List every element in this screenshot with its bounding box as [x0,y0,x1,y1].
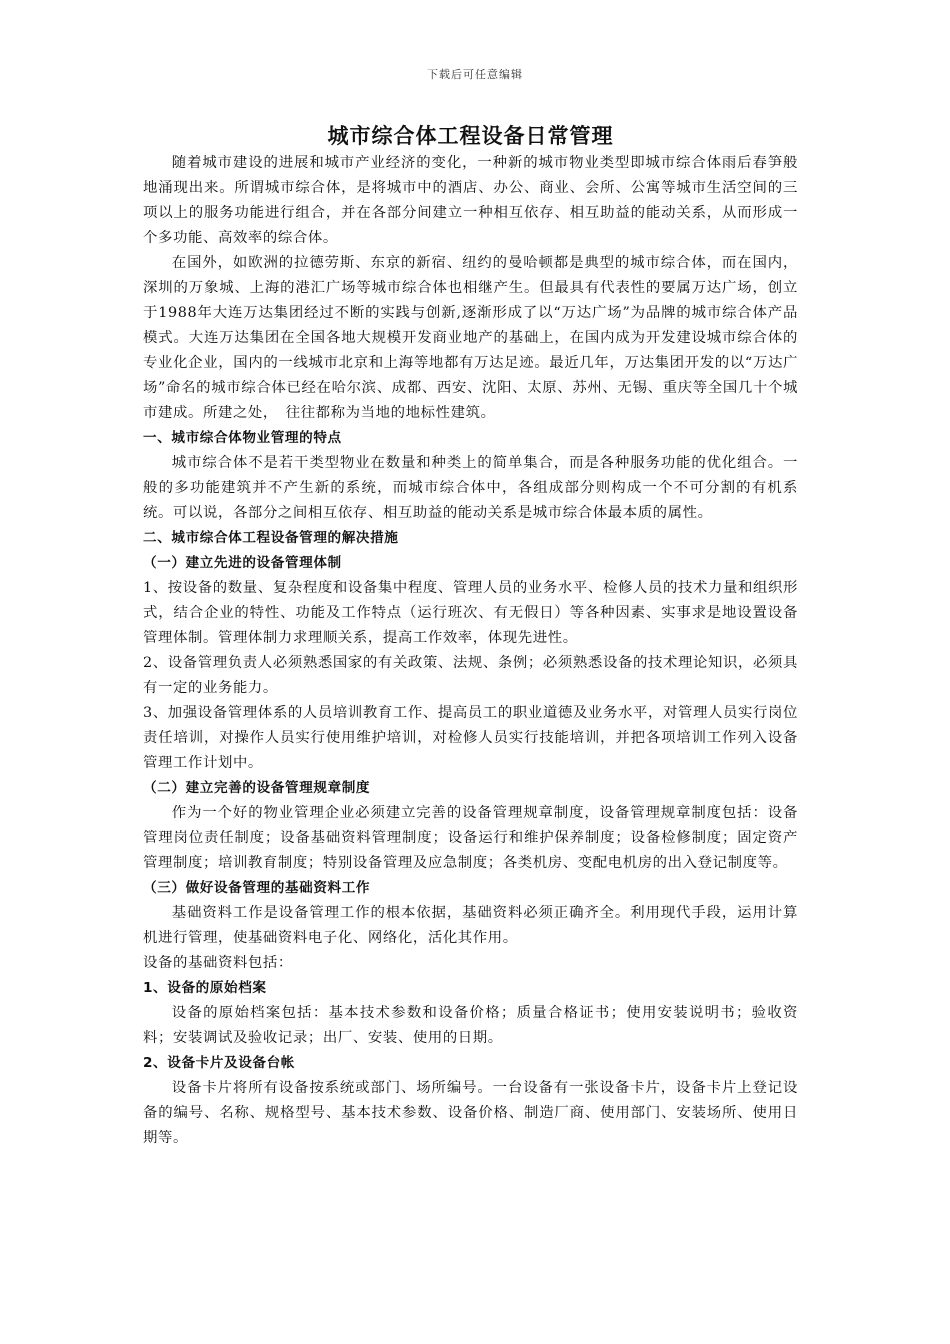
document-title: 城市综合体工程设备日常管理 [327,124,614,148]
intro-paragraph-1: 随着城市建设的进展和城市产业经济的变化，一种新的城市物业类型即城市综合体雨后春笋般地涌现出来。所谓城市综合体，是将城市中的酒店、办公、商业、会所、公寓等城市生活空间的三项以上的服务功能进行组合，并在各部分间建立一种相互依存、相互助益的能动关系，从而形成一个多功能、高效率的综合体。 [143,155,798,246]
item-1-heading: 1、设备的原始档案 [143,980,267,996]
subsection-1-heading: （一）建立先进的设备管理体制 [143,555,342,571]
item-2-heading: 2、设备卡片及设备台帐 [143,1055,295,1071]
section-2-heading: 二、城市综合体工程设备管理的解决措施 [143,530,399,546]
intro-paragraph-2: 在国外，如欧洲的拉德劳斯、东京的新宿、纽约的曼哈顿都是典型的城市综合体，而在国内，深圳的万象城、上海的港汇广场等城市综合体也相继产生。但最具有代表性的要属万达广场，创立于1988年大连万达集团经过不断的实践与创新,逐渐形成了以“万达广场”为品牌的城市综合体产品模式。大连万达集团在全国各地大规模开发商业地产的基础上，在国内成为开发建设城市综合体的专业化企业，国内的一线城市北京和上海等地都有万达足迹。最近几年，万达集团开发的以“万达广场”命名的城市综合体已经在哈尔滨、成都、西安、沈阳、太原、苏州、无锡、重庆等全国几十个城市建成。所建之处， 往往都称为当地的地标性建筑。 [143,255,798,421]
subsection-1-item-2: 2、设备管理负责人必须熟悉国家的有关政策、法规、条例；必须熟悉设备的技术理论知识，必须具有一定的业务能力。 [143,655,798,696]
subsection-1-item-3: 3、加强设备管理体系的人员培训教育工作、提高员工的职业道德及业务水平，对管理人员实行岗位责任培训，对操作人员实行使用维护培训，对检修人员实行技能培训，并把各项培训工作列入设备管理工作计划中。 [143,705,798,771]
header-note: 下载后可任意编辑 [427,68,523,81]
section-1-paragraph: 城市综合体不是若干类型物业在数量和种类上的简单集合，而是各种服务功能的优化组合。一般的多功能建筑并不产生新的系统，而城市综合体中，各组成部分则构成一个不可分割的有机系统。可以说，各部分之间相互依存、相互助益的能动关系是城市综合体最本质的属性。 [143,455,798,521]
subsection-1-item-1: 1、按设备的数量、复杂程度和设备集中程度、管理人员的业务水平、检修人员的技术力量和组织形式，结合企业的特性、功能及工作特点（运行班次、有无假日）等各种因素、实事求是地设置设备管理体制。管理体制力求理顺关系，提高工作效率，体现先进性。 [143,580,798,646]
subsection-3-heading: （三）做好设备管理的基础资料工作 [143,880,371,896]
subsection-3-paragraph: 基础资料工作是设备管理工作的根本依据，基础资料必须正确齐全。利用现代手段，运用计算机进行管理，使基础资料电子化、网络化，活化其作用。 [143,905,798,946]
item-1-paragraph: 设备的原始档案包括：基本技术参数和设备价格；质量合格证书；使用安装说明书；验收资料；安装调试及验收记录；出厂、安装、使用的日期。 [143,1005,798,1046]
subsection-2-heading: （二）建立完善的设备管理规章制度 [143,780,371,796]
section-1-heading: 一、城市综合体物业管理的特点 [143,430,342,446]
item-2-paragraph: 设备卡片将所有设备按系统或部门、场所编号。一台设备有一张设备卡片，设备卡片上登记设备的编号、名称、规格型号、基本技术参数、设备价格、制造厂商、使用部门、安装场所、使用日期等。 [143,1080,798,1146]
document-body [143,122,798,1151]
subsection-3-lead: 设备的基础资料包括： [143,955,293,971]
subsection-2-paragraph: 作为一个好的物业管理企业必须建立完善的设备管理规章制度，设备管理规章制度包括：设备管理岗位责任制度；设备基础资料管理制度；设备运行和维护保养制度；设备检修制度；固定资产管理制度；培训教育制度；特别设备管理及应急制度；各类机房、变配电机房的出入登记制度等。 [143,805,798,871]
